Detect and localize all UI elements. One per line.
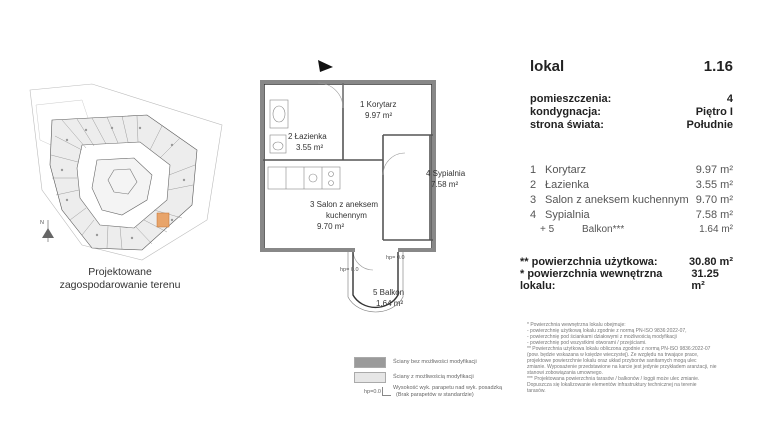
legend-hp-marker [382, 387, 391, 396]
footnote-line: tarasów. [527, 388, 546, 394]
site-north-arrow [40, 220, 54, 242]
room-3-label: 3 Salon z aneksem [310, 200, 379, 209]
hp-label-2: hp= 0.0 [386, 255, 405, 261]
room-1-label: 1 Korytarz [360, 100, 397, 109]
room-5-area: 1.64 m² [376, 299, 404, 308]
room-1-area: 9.97 m² [365, 111, 393, 120]
total-value: 31.25 m² [691, 268, 719, 292]
info-value: Południe [686, 119, 733, 131]
info-value: 4 [726, 93, 733, 105]
room-number: + 5 [540, 224, 555, 235]
total-row [520, 268, 733, 292]
room-list-item [530, 164, 733, 179]
room-area: 7.58 m² [695, 209, 733, 221]
room-area: 1.64 m² [699, 224, 733, 235]
highlighted-unit-marker [157, 213, 169, 227]
room-name: Salon z aneksem kuchennym [545, 194, 689, 206]
info-row [530, 93, 733, 106]
room-list-item [530, 194, 733, 209]
room-3-label-line2: kuchennym [326, 211, 367, 220]
room-area: 9.97 m² [695, 164, 733, 176]
total-value: 30.80 m² [688, 256, 733, 268]
site-north-label: N [40, 220, 44, 226]
footnote-line: - powierzchnię pod ściankami działowymi z możliwością modyfikacji [527, 334, 677, 340]
footnotes [527, 322, 732, 394]
legend-hp-line2: (Brak parapetów w standardzie) [396, 392, 474, 398]
info-key: kondygnacja: [530, 106, 601, 118]
unit-number: 1.16 [703, 58, 733, 75]
room-5-label: 5 Balkon [373, 288, 405, 297]
info-key: pomieszczenia: [530, 93, 612, 105]
room-name: Balkon*** [582, 224, 625, 235]
footnote-line: projektowe powierzchnie lokalu oraz układ przyborów sanitarnych mogą ulec [527, 358, 697, 364]
room-3-area: 9.70 m² [317, 222, 345, 231]
site-caption-line2: zagospodarowanie terenu [59, 279, 181, 291]
room-list-item [530, 209, 733, 224]
site-caption-line1: Projektowane [88, 266, 152, 278]
room-list-item [530, 224, 733, 239]
room-name: Łazienka [545, 179, 590, 191]
footnote-line: stanowi zobowiązania umownego. [527, 370, 603, 376]
room-area: 9.70 m² [695, 194, 733, 206]
room-name: Korytarz [545, 164, 586, 176]
info-value: Piętro I [695, 106, 733, 118]
info-row [530, 119, 733, 132]
legend-text-fixed: Ściany bez możliwości modyfikacji [393, 359, 477, 365]
room-2-area: 3.55 m² [296, 143, 324, 152]
site-plan-drawing [22, 70, 232, 265]
legend-text-modifiable: Ściany z możliwością modyfikacji [393, 374, 474, 380]
room-list-item [530, 179, 733, 194]
room-name: Sypialnia [545, 209, 590, 221]
footnote-line: ** Powierzchnia użytkowa lokalu obliczona zgodnie z normą PN-ISO 9836:2022-07 [527, 346, 711, 352]
footnote-line: Dopuszcza się lokalizowanie elementów infrastruktury technicznej na terenie [527, 382, 697, 388]
total-row [520, 256, 733, 268]
legend-swatch-fixed [354, 357, 386, 368]
unit-header [530, 58, 733, 78]
footnote-line: - powierzchnię pod wszystkimi otworami / przejściami. [527, 340, 647, 346]
room-area: 3.55 m² [695, 179, 733, 191]
footnote-line: - powierzchnię użytkową lokalu zgodnie z normą PN-ISO 9836:2022-07, [527, 328, 687, 334]
footnote-line: * Powierzchnia wewnętrzna lokalu obejmuje: [527, 322, 626, 328]
info-row [530, 106, 733, 119]
entrance-arrow [318, 60, 333, 72]
total-key: ** powierzchnia użytkowa: [520, 256, 658, 268]
legend-hp-line1: Wysokość wyk. parapetu nad wyk. posadzką [393, 385, 503, 391]
room-2-label: 2 Łazienka [288, 132, 327, 141]
room-number: 2 [530, 179, 537, 191]
room-number: 1 [530, 164, 537, 176]
room-4-area: 7.58 m² [431, 180, 459, 189]
unit-label: lokal [530, 58, 565, 75]
legend-swatch-modifiable [354, 372, 386, 383]
hp-label-1: hp= 0.0 [340, 267, 359, 273]
legend-hp-key: hp=0.0 [364, 389, 381, 395]
room-number: 4 [530, 209, 537, 221]
room-4-label: 4 Sypialnia [426, 169, 466, 178]
total-key: * powierzchnia wewnętrzna lokalu: [520, 268, 663, 292]
footnote-line: zmianie. Wyposażenie przedstawione na karcie jest jedynie przykładem aranżacji, nie [527, 364, 717, 370]
footnote-line: (pow. będzie wskazana w księdze wieczystej). Ze względu na trwające prace, [527, 352, 699, 358]
footnote-line: *** Projektowana powierzchnia tarasów / balkonów / loggii może ulec zmianie. [527, 376, 700, 382]
floor-plan-drawing [248, 55, 510, 330]
info-key: strona świata: [530, 119, 604, 131]
room-number: 3 [530, 194, 537, 206]
